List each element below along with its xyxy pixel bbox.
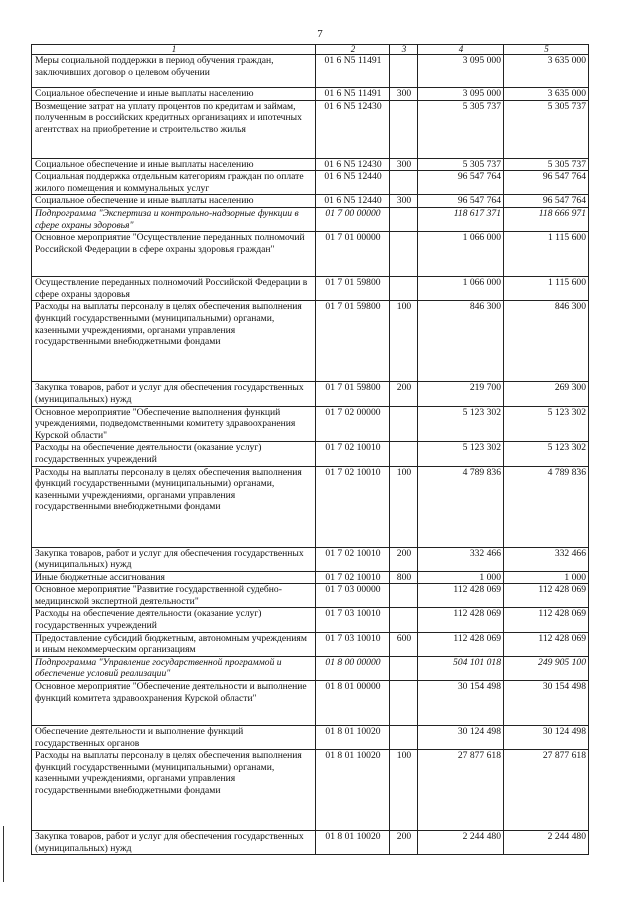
row-amount-year2: 269 300 xyxy=(504,382,589,406)
row-expense-type: 600 xyxy=(390,632,418,656)
row-amount-year2: 1 115 600 xyxy=(504,232,589,277)
table-row xyxy=(32,608,589,632)
row-code: 01 8 01 00000 xyxy=(316,681,390,726)
row-name: Иные бюджетные ассигнования xyxy=(32,571,316,584)
row-code: 01 6 N5 12440 xyxy=(316,171,390,195)
row-code: 01 8 01 10020 xyxy=(316,726,390,750)
row-code: 01 6 N5 11491 xyxy=(316,88,390,101)
row-name: Закупка товаров, работ и услуг для обеспечения государственных (муниципальных) нужд xyxy=(32,547,316,571)
row-code: 01 7 02 00000 xyxy=(316,406,390,442)
row-name: Расходы на обеспечение деятельности (оказание услуг) государственных учреждений xyxy=(32,608,316,632)
row-code: 01 6 N5 12430 xyxy=(316,100,390,158)
row-name: Обеспечение деятельности и выполнение функций государственных органов xyxy=(32,726,316,750)
row-amount-year1: 3 095 000 xyxy=(418,55,504,88)
row-code: 01 8 01 10020 xyxy=(316,831,390,855)
row-expense-type xyxy=(390,277,418,301)
table-row xyxy=(32,195,589,208)
row-expense-type: 300 xyxy=(390,88,418,101)
row-name: Подпрограмма "Управление государственной программой и обеспечение условий реализации" xyxy=(32,656,316,680)
row-amount-year1: 1 066 000 xyxy=(418,277,504,301)
row-amount-year1: 118 617 371 xyxy=(418,207,504,231)
row-expense-type: 300 xyxy=(390,158,418,171)
row-name: Подпрограмма "Экспертиза и контрольно-надзорные функции в сфере охраны здоровья" xyxy=(32,207,316,231)
row-code: 01 7 01 59800 xyxy=(316,301,390,382)
row-amount-year1: 96 547 764 xyxy=(418,195,504,208)
row-amount-year1: 30 154 498 xyxy=(418,681,504,726)
row-code: 01 7 03 10010 xyxy=(316,632,390,656)
row-amount-year2: 27 877 618 xyxy=(504,750,589,831)
row-amount-year1: 2 244 480 xyxy=(418,831,504,855)
table-row xyxy=(32,632,589,656)
row-name: Расходы на обеспечение деятельности (оказание услуг) государственных учреждений xyxy=(32,442,316,466)
row-amount-year2: 249 905 100 xyxy=(504,656,589,680)
row-expense-type xyxy=(390,608,418,632)
table-row xyxy=(32,382,589,406)
table-row xyxy=(32,55,589,88)
row-amount-year1: 846 300 xyxy=(418,301,504,382)
row-amount-year2: 118 666 971 xyxy=(504,207,589,231)
row-amount-year2: 3 635 000 xyxy=(504,88,589,101)
row-name: Закупка товаров, работ и услуг для обеспечения государственных (муниципальных) нужд xyxy=(32,831,316,855)
row-amount-year2: 112 428 069 xyxy=(504,608,589,632)
row-amount-year2: 4 789 836 xyxy=(504,466,589,547)
row-amount-year2: 5 123 302 xyxy=(504,442,589,466)
row-name: Социальное обеспечение и иные выплаты населению xyxy=(32,158,316,171)
row-name: Социальное обеспечение и иные выплаты населению xyxy=(32,195,316,208)
table-row xyxy=(32,207,589,231)
row-amount-year1: 112 428 069 xyxy=(418,608,504,632)
row-amount-year1: 504 101 018 xyxy=(418,656,504,680)
table-row xyxy=(32,100,589,158)
budget-table xyxy=(31,44,589,855)
table-row xyxy=(32,584,589,608)
row-name: Меры социальной поддержки в период обучения граждан, заключивших договор о целевом обучении xyxy=(32,55,316,88)
table-row xyxy=(32,547,589,571)
row-amount-year1: 1 000 xyxy=(418,571,504,584)
row-name: Расходы на выплаты персоналу в целях обеспечения выполнения функций государственными (муниципальными) органами, казенными учреждениями, органами управления государственными внебюджетными фондами xyxy=(32,466,316,547)
row-amount-year2: 96 547 764 xyxy=(504,171,589,195)
row-amount-year1: 30 124 498 xyxy=(418,726,504,750)
row-name: Основное мероприятие "Обеспечение выполнения функций учреждениями, подведомственными комитету здравоохранения Курской области" xyxy=(32,406,316,442)
table-row xyxy=(32,726,589,750)
table-row xyxy=(32,406,589,442)
table-row xyxy=(32,571,589,584)
row-amount-year2: 846 300 xyxy=(504,301,589,382)
row-expense-type xyxy=(390,232,418,277)
row-amount-year1: 112 428 069 xyxy=(418,584,504,608)
row-amount-year1: 3 095 000 xyxy=(418,88,504,101)
row-expense-type: 800 xyxy=(390,571,418,584)
row-code: 01 8 01 10020 xyxy=(316,750,390,831)
table-row xyxy=(32,232,589,277)
table-row xyxy=(32,442,589,466)
row-expense-type xyxy=(390,406,418,442)
table-row xyxy=(32,656,589,680)
row-expense-type xyxy=(390,207,418,231)
row-amount-year2: 5 305 737 xyxy=(504,158,589,171)
row-expense-type: 100 xyxy=(390,750,418,831)
row-amount-year1: 5 123 302 xyxy=(418,406,504,442)
row-name: Расходы на выплаты персоналу в целях обеспечения выполнения функций государственными (муниципальными) органами, казенными учреждениями, органами управления государственными внебюджетными фондами xyxy=(32,301,316,382)
table-row xyxy=(32,750,589,831)
row-code: 01 6 N5 12430 xyxy=(316,158,390,171)
row-amount-year2: 2 244 480 xyxy=(504,831,589,855)
column-number-row xyxy=(32,45,589,55)
row-code: 01 8 00 00000 xyxy=(316,656,390,680)
row-name: Осуществление переданных полномочий Российской Федерации в сфере охраны здоровья xyxy=(32,277,316,301)
row-code: 01 7 02 10010 xyxy=(316,466,390,547)
row-expense-type xyxy=(390,681,418,726)
row-name: Предоставление субсидий бюджетным, автономным учреждениям и иным некоммерческим организациям xyxy=(32,632,316,656)
row-code: 01 7 03 00000 xyxy=(316,584,390,608)
column-number: 4 xyxy=(418,45,504,55)
row-amount-year2: 30 124 498 xyxy=(504,726,589,750)
table-row xyxy=(32,88,589,101)
column-number: 1 xyxy=(32,45,316,55)
row-code: 01 7 02 10010 xyxy=(316,571,390,584)
row-name: Расходы на выплаты персоналу в целях обеспечения выполнения функций государственными (муниципальными) органами, казенными учреждениями, органами управления государственными внебюджетными фондами xyxy=(32,750,316,831)
row-amount-year1: 5 305 737 xyxy=(418,158,504,171)
row-expense-type: 100 xyxy=(390,466,418,547)
row-expense-type xyxy=(390,656,418,680)
row-expense-type xyxy=(390,100,418,158)
row-code: 01 7 01 59800 xyxy=(316,382,390,406)
row-code: 01 6 N5 12440 xyxy=(316,195,390,208)
row-amount-year1: 1 066 000 xyxy=(418,232,504,277)
row-amount-year2: 3 635 000 xyxy=(504,55,589,88)
row-expense-type xyxy=(390,171,418,195)
row-name: Социальное обеспечение и иные выплаты населению xyxy=(32,88,316,101)
row-amount-year2: 1 115 600 xyxy=(504,277,589,301)
row-amount-year2: 96 547 764 xyxy=(504,195,589,208)
row-code: 01 7 03 10010 xyxy=(316,608,390,632)
row-amount-year1: 96 547 764 xyxy=(418,171,504,195)
row-amount-year1: 5 305 737 xyxy=(418,100,504,158)
row-amount-year1: 219 700 xyxy=(418,382,504,406)
row-amount-year1: 332 466 xyxy=(418,547,504,571)
row-expense-type: 200 xyxy=(390,382,418,406)
row-code: 01 7 01 59800 xyxy=(316,277,390,301)
row-name: Основное мероприятие "Осуществление переданных полномочий Российской Федерации в сфере охраны здоровья граждан" xyxy=(32,232,316,277)
row-name: Возмещение затрат на уплату процентов по кредитам и займам, полученным в российских кредитных организациях и ипотечных агентствах на приобретение и строительство жилья xyxy=(32,100,316,158)
table-row xyxy=(32,171,589,195)
row-amount-year2: 5 305 737 xyxy=(504,100,589,158)
row-expense-type: 200 xyxy=(390,831,418,855)
row-code: 01 7 01 00000 xyxy=(316,232,390,277)
row-amount-year1: 5 123 302 xyxy=(418,442,504,466)
row-code: 01 7 02 10010 xyxy=(316,547,390,571)
row-amount-year2: 332 466 xyxy=(504,547,589,571)
row-expense-type xyxy=(390,55,418,88)
row-expense-type: 100 xyxy=(390,301,418,382)
row-name: Основное мероприятие "Развитие государственной судебно-медицинской экспертной деятельности" xyxy=(32,584,316,608)
table-body xyxy=(32,55,589,855)
row-expense-type: 200 xyxy=(390,547,418,571)
row-expense-type: 300 xyxy=(390,195,418,208)
row-code: 01 7 02 10010 xyxy=(316,442,390,466)
row-expense-type xyxy=(390,442,418,466)
row-amount-year1: 27 877 618 xyxy=(418,750,504,831)
row-amount-year2: 112 428 069 xyxy=(504,632,589,656)
row-amount-year2: 5 123 302 xyxy=(504,406,589,442)
table-row xyxy=(32,277,589,301)
table-row xyxy=(32,466,589,547)
table-row xyxy=(32,831,589,855)
row-expense-type xyxy=(390,726,418,750)
row-code: 01 7 00 00000 xyxy=(316,207,390,231)
row-amount-year2: 30 154 498 xyxy=(504,681,589,726)
margin-line xyxy=(3,826,4,882)
row-code: 01 6 N5 11491 xyxy=(316,55,390,88)
row-name: Основное мероприятие "Обеспечение деятельности и выполнение функций комитета здравоохранения Курской области" xyxy=(32,681,316,726)
row-amount-year2: 1 000 xyxy=(504,571,589,584)
table-row xyxy=(32,681,589,726)
table-row xyxy=(32,158,589,171)
row-amount-year2: 112 428 069 xyxy=(504,584,589,608)
column-number: 3 xyxy=(390,45,418,55)
column-number: 2 xyxy=(316,45,390,55)
page-number: 7 xyxy=(317,28,323,40)
row-amount-year1: 112 428 069 xyxy=(418,632,504,656)
column-number: 5 xyxy=(504,45,589,55)
row-name: Социальная поддержка отдельным категориям граждан по оплате жилого помещения и коммунальных услуг xyxy=(32,171,316,195)
row-name: Закупка товаров, работ и услуг для обеспечения государственных (муниципальных) нужд xyxy=(32,382,316,406)
row-expense-type xyxy=(390,584,418,608)
table-row xyxy=(32,301,589,382)
row-amount-year1: 4 789 836 xyxy=(418,466,504,547)
